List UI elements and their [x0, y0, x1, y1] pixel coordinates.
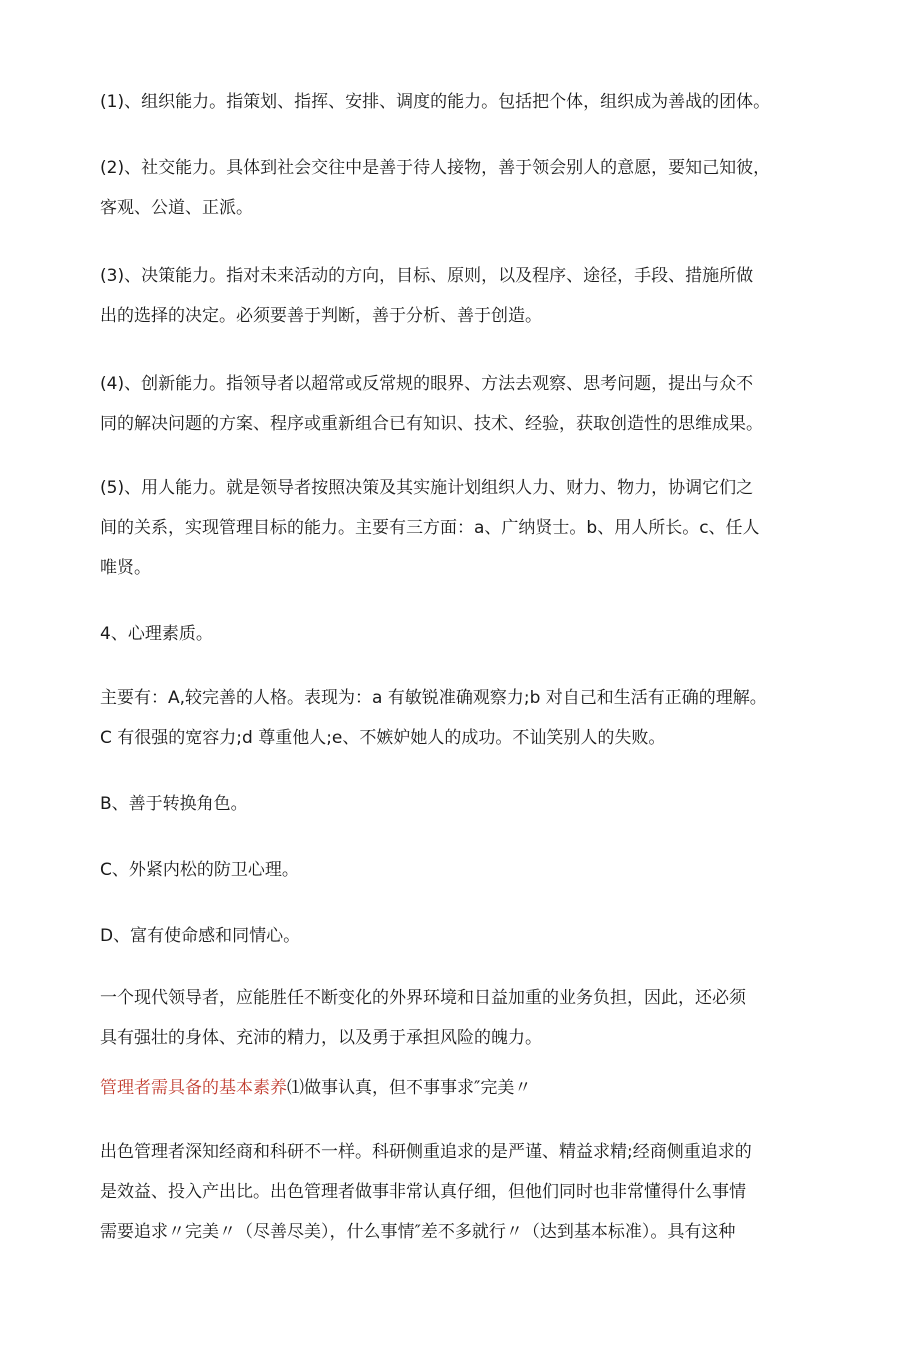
text-line: 一个现代领导者，应能胜任不断变化的外界环境和日益加重的业务负担，因此，还必须 [100, 988, 746, 1008]
text-line: 出的选择的决定。必须要善于判断，善于分析、善于创造。 [100, 306, 542, 326]
text-line: 客观、公道、正派。 [100, 198, 253, 218]
text-line: C 有很强的宽容力;d 尊重他人;e、不嫉妒她人的成功。不讪笑别人的失败。 [100, 728, 666, 748]
heading-red-text: 管理者需具备的基本素养 [100, 1078, 287, 1098]
paragraph-staffing-ability [100, 468, 840, 588]
text-line: 出色管理者深知经商和科研不一样。科研侧重追求的是严谨、精益求精;经商侧重追求的 [100, 1142, 752, 1162]
text-line: D、富有使命感和同情心。 [100, 926, 301, 946]
paragraph-psychological-quality [100, 614, 840, 654]
paragraph-mission-sense [100, 916, 840, 956]
paragraph-defense-mindset [100, 850, 840, 890]
section-heading: 4、心理素质。 [100, 624, 213, 644]
text-line: 同的解决问题的方案、程序或重新组合已有知识、技术、经验，获取创造性的思维成果。 [100, 414, 763, 434]
paragraph-role-switching [100, 784, 840, 824]
paragraph-personality [100, 678, 840, 758]
paragraph-social-ability [100, 148, 840, 228]
text-line: 需要追求〃完美〃（尽善尽美），什么事情″差不多就行〃（达到基本标准）。具有这种 [100, 1222, 736, 1242]
text-line: 具有强壮的身体、充沛的精力，以及勇于承担风险的魄力。 [100, 1028, 542, 1048]
text-line: (5)、用人能力。就是领导者按照决策及其实施计划组织人力、财力、物力，协调它们之 [100, 478, 754, 498]
paragraph-innovation-ability [100, 364, 840, 444]
text-line: 是效益、投入产出比。出色管理者做事非常认真仔细，但他们同时也非常懂得什么事情 [100, 1182, 746, 1202]
text-line: 唯贤。 [100, 558, 151, 578]
heading-basic-qualities [100, 1068, 840, 1108]
text-line: 间的关系，实现管理目标的能力。主要有三方面：a、广纳贤士。b、用人所长。c、任人 [100, 518, 760, 538]
text-line: (4)、创新能力。指领导者以超常或反常规的眼界、方法去观察、思考问题，提出与众不 [100, 374, 754, 394]
text-line: B、善于转换角色。 [100, 794, 248, 814]
paragraph-business-vs-research [100, 1132, 840, 1252]
text-line: (1)、组织能力。指策划、指挥、安排、调度的能力。包括把个体，组织成为善战的团体。 [100, 92, 771, 112]
paragraph-decision-ability [100, 256, 840, 336]
paragraph-physical-strength [100, 978, 840, 1058]
heading-rest-text: ⑴做事认真，但不事事求″完美〃 [287, 1078, 532, 1098]
heading-line [100, 1068, 840, 1108]
text-line: (2)、社交能力。具体到社会交往中是善于待人接物，善于领会别人的意愿，要知己知彼， [100, 158, 771, 178]
text-line: (3)、决策能力。指对未来活动的方向，目标、原则，以及程序、途径，手段、措施所做 [100, 266, 754, 286]
text-line: C、外紧内松的防卫心理。 [100, 860, 299, 880]
paragraph-organization-ability [100, 82, 840, 122]
text-line: 主要有：A,较完善的人格。表现为：a 有敏锐准确观察力;b 对自己和生活有正确的理解。 [100, 688, 767, 708]
